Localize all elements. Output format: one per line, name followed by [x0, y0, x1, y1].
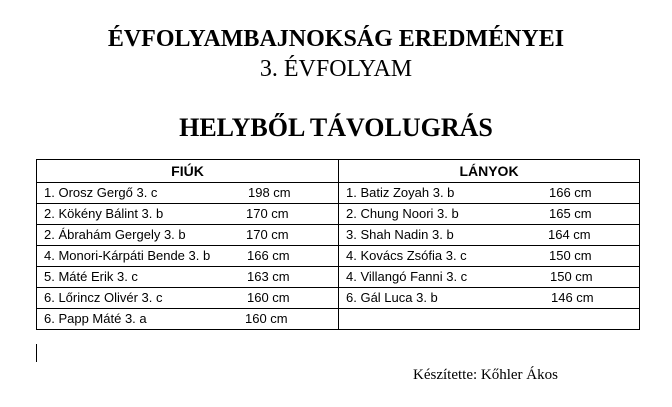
girls-name: 3. Shah Nadin 3. b	[346, 227, 454, 242]
girls-result: 146 cm	[551, 290, 594, 305]
boys-cell	[37, 309, 339, 330]
boys-result: 198 cm	[248, 185, 291, 200]
boys-cell	[37, 288, 339, 309]
table-row	[37, 225, 640, 246]
girls-result: 165 cm	[549, 206, 592, 221]
boys-header: FIÚK	[37, 160, 339, 183]
table-row	[37, 204, 640, 225]
girls-name: 2. Chung Noori 3. b	[346, 206, 459, 221]
table-row	[37, 183, 640, 204]
results-table	[36, 159, 640, 330]
girls-cell	[339, 267, 640, 288]
table-row	[37, 246, 640, 267]
girls-result: 150 cm	[550, 269, 593, 284]
table-row	[37, 309, 640, 330]
table-row	[37, 267, 640, 288]
boys-name: 5. Máté Erik 3. c	[44, 269, 138, 284]
boys-name: 2. Ábrahám Gergely 3. b	[44, 227, 186, 242]
boys-cell	[37, 204, 339, 225]
table-header-row	[37, 160, 640, 183]
girls-name: 1. Batiz Zoyah 3. b	[346, 185, 455, 200]
table-row	[37, 288, 640, 309]
boys-cell	[37, 225, 339, 246]
girls-empty-cell	[339, 309, 640, 330]
boys-result: 166 cm	[247, 248, 290, 263]
boys-result: 163 cm	[247, 269, 290, 284]
girls-name: 4. Villangó Fanni 3. c	[346, 269, 468, 284]
boys-result: 170 cm	[246, 206, 289, 221]
girls-name: 4. Kovács Zsófia 3. c	[346, 248, 467, 263]
text-cursor	[36, 344, 37, 362]
girls-cell	[339, 204, 640, 225]
girls-cell	[339, 183, 640, 204]
boys-name: 6. Papp Máté 3. a	[44, 311, 147, 326]
boys-cell	[37, 246, 339, 267]
document-title: ÉVFOLYAMBAJNOKSÁG EREDMÉNYEI	[107, 26, 565, 52]
girls-result: 166 cm	[549, 185, 592, 200]
event-title: HELYBŐL TÁVOLUGRÁS	[179, 113, 493, 142]
boys-result: 170 cm	[246, 227, 289, 242]
boys-cell	[37, 267, 339, 288]
boys-name: 4. Monori-Kárpáti Bende 3. b	[44, 248, 211, 263]
girls-header: LÁNYOK	[339, 160, 640, 183]
girls-result: 150 cm	[549, 248, 592, 263]
boys-result: 160 cm	[247, 290, 290, 305]
boys-result: 160 cm	[245, 311, 288, 326]
boys-name: 6. Lőrincz Olivér 3. c	[44, 290, 163, 305]
girls-cell	[339, 288, 640, 309]
girls-result: 164 cm	[548, 227, 591, 242]
grade-subtitle: 3. ÉVFOLYAM	[259, 56, 413, 82]
boys-cell	[37, 183, 339, 204]
girls-cell	[339, 246, 640, 267]
boys-name: 1. Orosz Gergő 3. c	[44, 185, 158, 200]
girls-name: 6. Gál Luca 3. b	[346, 290, 438, 305]
boys-name: 2. Kökény Bálint 3. b	[44, 206, 164, 221]
author-credit: Készítette: Kőhler Ákos	[413, 367, 558, 383]
girls-cell	[339, 225, 640, 246]
